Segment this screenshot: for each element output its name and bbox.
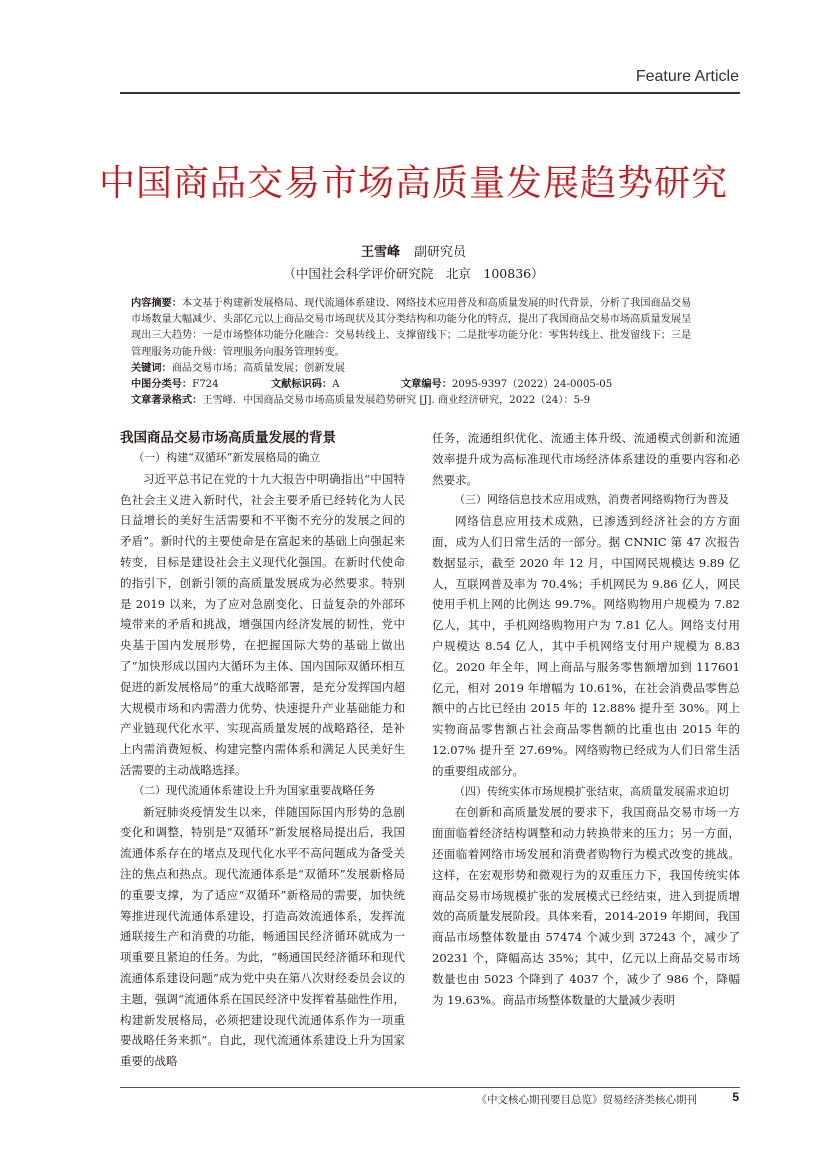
citation	[131, 393, 701, 409]
citation-text: 王雪峰．中国商品交易市场高质量发展趋势研究 [J]. 商业经济研究，2022（24）：5-9	[202, 395, 591, 407]
footer-rule	[120, 1087, 740, 1088]
clc-label: 中图分类号：	[131, 379, 193, 391]
citation-label: 文章著录格式：	[131, 395, 203, 407]
classification-row	[131, 377, 701, 393]
left-column	[120, 428, 405, 1072]
clc-value: F724	[192, 379, 219, 391]
keywords	[131, 361, 701, 377]
article-no-value: 2095-9397（2022）24-0005-05	[451, 379, 613, 391]
author-name: 王雪峰	[360, 245, 400, 260]
subsection-heading-4: （四）传统实体市场规模扩张结束，高质量发展需求迫切	[454, 784, 729, 798]
paragraph-3: 网络信息应用技术成熟，已渗透到经济社会的方方面面，成为人们日常生活的一部分。据 CNNIC 第 47 次报告数据显示，截至 2020 年 12 月，中国网民规模达 9.89 亿人，互联网普及率为 70.4%；手机网民为 9.86 亿人，网民使用手机上网的比例达 99.7%。网络购物用户规模为 7.82 亿人，其中，手机网络购物用户为 7.81 亿人。网络支付用户规模达 8.54 亿人，其中手机网络支付用户规模为 8.83 亿。2020 年全年，网上商品与服务零售额增加到 117601 亿元，相对 2019 年增幅为 10.61%，在社会消费品零售总额中的占比已经由 2015 年的 12.88% 提升至 30%。网上实物商品零售额占社会商品零售额的比重也由 2015 年的 12.07% 提升至 27.69%。网络购物已经成为人们日常生活的重要组成部分。	[432, 514, 740, 778]
abstract-label: 内容摘要：	[131, 298, 182, 309]
paragraph-2: 新冠肺炎疫情发生以来，伴随国际国内形势的急剧变化和调整，特别是“双循环”新发展格局提出后，我国流通体系存在的堵点及现代化水平不高问题成为备受关注的焦点和热点。现代流通体系是“双循环”发展新格局的重要支撑，为了适应“双循环”新格局的需要，加快统筹推进现代流通体系建设，打造高效流通体系，发挥流通联接生产和消费的功能，畅通国民经济循环就成为一项重要且紧迫的任务。为此，“畅通国民经济循环和现代流通体系建设问题”成为党中央在第八次财经委员会议的主题，强调“流通体系在国民经济中发挥着基础性作用，构建新发展格局，必须把建设现代流通体系作为一项重要战略任务来抓”。自此，现代流通体系建设上升为国家重要的战略	[120, 804, 405, 1069]
footer-journal: 《中文核心期刊要目总览》贸易经济类核心期刊	[476, 1094, 697, 1106]
doc-code-value: A	[332, 379, 340, 391]
right-column	[432, 428, 740, 1010]
subsection-heading-3: （三）网络信息技术应用成熟，消费者网络购物行为普及	[454, 493, 729, 507]
section-heading: 我国商品交易市场高质量发展的背景	[120, 430, 336, 446]
keywords-text: 商品交易市场；高质量发展；创新发展	[171, 362, 345, 374]
author-line	[0, 241, 827, 260]
abstract-text: 本文基于构建新发展格局、现代流通体系建设、网络技术应用普及和高质量发展的时代背景，分析了我国商品交易市场数量大幅减少、头部亿元以上商品交易市场现状及其分类结构和功能分化的特点，提出了我国商品交易市场高质量发展呈现出三大趋势：一是市场整体功能分化融合：交易转线上、支撑留线下；二是批零功能分化：零售转线上、批发留线下；三是管理服务功能升级：管理服务向服务管理转变。	[131, 298, 692, 358]
abstract-block	[131, 296, 701, 409]
paragraph-4: 在创新和高质量发展的要求下，我国商品交易市场一方面面临着经济结构调整和动力转换带来的压力；另一方面，还面临着网络市场发展和消费者购物行为模式改变的挑战。这样，在宏观形势和微观行为的双重压力下，我国传统实体商品交易市场规模扩张的发展模式已经结束，进入到提质增效的高质量发展阶段。具体来看，2014-2019 年期间，我国商品市场整体数量由 57474 个减少到 37243 个，减少了 20231 个，降幅高达 35%；其中，亿元以上商品交易市场数量也由 5023 个降到了 4037 个，减少了 986 个，降幅为 19.63%。商品市场整体数量的大量减少表明	[432, 805, 740, 1007]
subsection-heading-1: （一）构建“双循环”新发展格局的确立	[133, 451, 321, 464]
author-role: 副研究员	[414, 245, 467, 260]
section-label: Feature Article	[635, 68, 739, 85]
paragraph-2-continued: 任务，流通组织优化、流通主体升级、流通模式创新和流通效率提升成为高标准现代市场经济体系建设的重要内容和必然要求。	[432, 431, 740, 487]
article-no-label: 文章编号：	[401, 379, 452, 391]
author-affiliation: （中国社会科学评价研究院 北京 100836）	[283, 266, 544, 281]
doc-code-label: 文献标识码：	[271, 379, 333, 391]
keywords-label: 关键词：	[131, 362, 172, 374]
paragraph-1: 习近平总书记在党的十九大报告中明确指出“中国特色社会主义进入新时代，社会主要矛盾已经转化为人民日益增长的美好生活需要和不平衡不充分的发展之间的矛盾”。新时代的主要使命是在富起来的基础上向强起来转变，目标是建设社会主义现代化强国。在新时代使命的指引下，创新引领的高质量发展成为必然要求。特别是 2019 以来，为了应对急剧变化、日益复杂的外部环境带来的矛盾和挑战，增强国内经济发展的韧性，党中央基于国内发展形势，在把握国际大势的基础上做出了“加快形成以国内大循环为主体、国内国际双循环相互促进的新发展格局”的重大战略部署，是充分发挥国内超大规模市场和内需潜力优势、快速提升产业基础能力和产业链现代化水平、实现高质量发展的战略路径，是补上内需消费短板、构建完整内需体系和满足人民美好生活需要的主动战略选择。	[120, 471, 405, 777]
subsection-heading-2: （二）现代流通体系建设上升为国家重要战略任务	[133, 783, 376, 797]
article-title: 中国商品交易市场高质量发展趋势研究	[98, 163, 728, 204]
abstract	[131, 296, 701, 361]
page-number: 5	[732, 1090, 739, 1104]
header-rule	[120, 92, 740, 94]
